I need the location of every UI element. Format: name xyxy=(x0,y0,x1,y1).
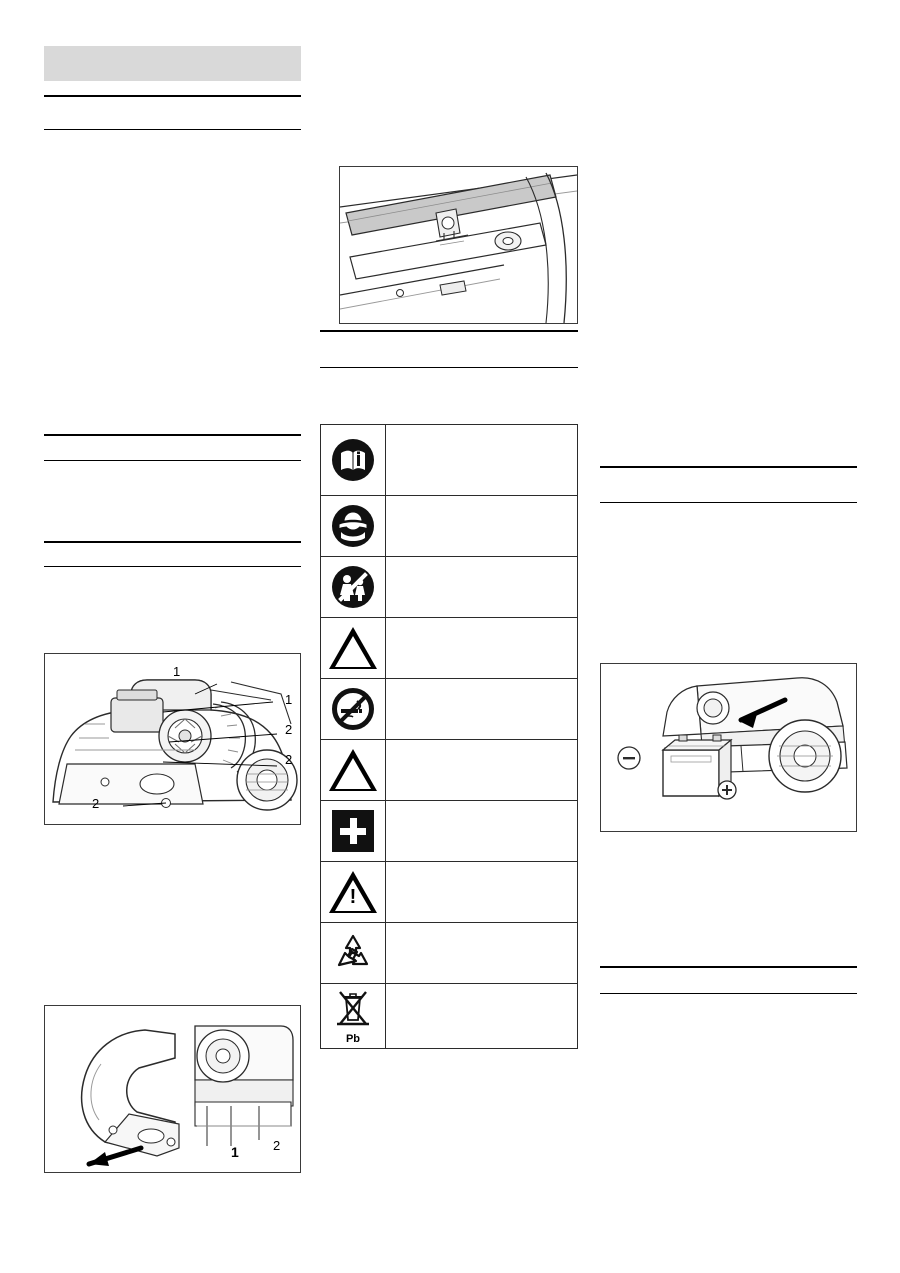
engine-compartment-illustration xyxy=(45,654,300,824)
rule-left-5 xyxy=(44,541,301,543)
manual-book-icon xyxy=(332,439,374,481)
no-household-waste-lead-icon-cell xyxy=(321,984,386,1049)
table-row xyxy=(321,984,578,1049)
no-smoking-no-flame-text xyxy=(386,679,578,740)
first-aid-icon xyxy=(332,810,374,852)
rule-left-2 xyxy=(44,129,301,130)
no-household-waste-lead-icon xyxy=(331,988,375,1045)
safety-symbol-table xyxy=(320,424,578,1049)
bumper-removal-illustration xyxy=(45,1006,300,1172)
recycling-icon xyxy=(331,931,375,975)
callout-1b: 1 xyxy=(285,692,293,707)
no-bystanders-icon-cell xyxy=(321,557,386,618)
rule-right-2 xyxy=(600,502,857,503)
figure-battery-installation xyxy=(600,663,857,832)
battery-installation-illustration xyxy=(601,664,856,831)
manual-book-text xyxy=(386,425,578,496)
no-smoking-no-flame-icon-cell xyxy=(321,679,386,740)
explosion-hazard-text xyxy=(386,618,578,679)
callout-2b: 2 xyxy=(285,752,293,767)
corrosive-acid-warning-icon-cell xyxy=(321,740,386,801)
recycling-icon-cell xyxy=(321,923,386,984)
table-row xyxy=(321,425,578,496)
figure-engine-compartment xyxy=(44,653,301,825)
exclamation-mark: ! xyxy=(349,886,357,908)
general-warning-icon-cell xyxy=(321,862,386,923)
corrosive-acid-warning-icon xyxy=(329,749,377,791)
rule-left-3 xyxy=(44,434,301,436)
explosion-hazard-icon-cell xyxy=(321,618,386,679)
eye-protection-text xyxy=(386,496,578,557)
figure-bumper-removal xyxy=(44,1005,301,1173)
no-household-waste-text xyxy=(386,984,578,1049)
table-row xyxy=(321,618,578,679)
table-row xyxy=(321,679,578,740)
table-row xyxy=(321,557,578,618)
rule-right-4 xyxy=(600,993,857,994)
callout-bumper-1: 1 xyxy=(231,1144,239,1160)
figure-rail-assembly xyxy=(339,166,578,324)
eye-protection-icon xyxy=(332,505,374,547)
rule-left-4 xyxy=(44,460,301,461)
eye-protection-icon-cell xyxy=(321,496,386,557)
header-grey-band xyxy=(44,46,301,81)
no-smoking-no-flame-icon xyxy=(332,688,374,730)
rule-mid-2 xyxy=(320,367,578,368)
table-row xyxy=(321,801,578,862)
rule-mid-1 xyxy=(320,330,578,332)
general-warning-icon xyxy=(329,871,377,913)
rule-right-1 xyxy=(600,466,857,468)
general-warning-text xyxy=(386,862,578,923)
manual-book-icon-cell xyxy=(321,425,386,496)
callout-2c: 2 xyxy=(92,796,100,811)
callout-bumper-2: 2 xyxy=(273,1138,281,1153)
rail-assembly-illustration xyxy=(340,167,577,323)
table-row xyxy=(321,740,578,801)
table-row xyxy=(321,862,578,923)
rule-left-6 xyxy=(44,566,301,567)
rule-right-3 xyxy=(600,966,857,968)
rule-left-1 xyxy=(44,95,301,97)
explosion-hazard-icon xyxy=(329,627,377,669)
recycling-text xyxy=(386,923,578,984)
callout-2a: 2 xyxy=(285,722,293,737)
no-bystanders-text xyxy=(386,557,578,618)
corrosive-acid-warning-text xyxy=(386,740,578,801)
table-row xyxy=(321,923,578,984)
first-aid-text xyxy=(386,801,578,862)
first-aid-icon-cell xyxy=(321,801,386,862)
cross-vertical xyxy=(350,818,357,844)
lead-label: Pb xyxy=(345,1032,361,1045)
callout-1a: 1 xyxy=(173,664,181,679)
table-row xyxy=(321,496,578,557)
no-bystanders-icon xyxy=(332,566,374,608)
